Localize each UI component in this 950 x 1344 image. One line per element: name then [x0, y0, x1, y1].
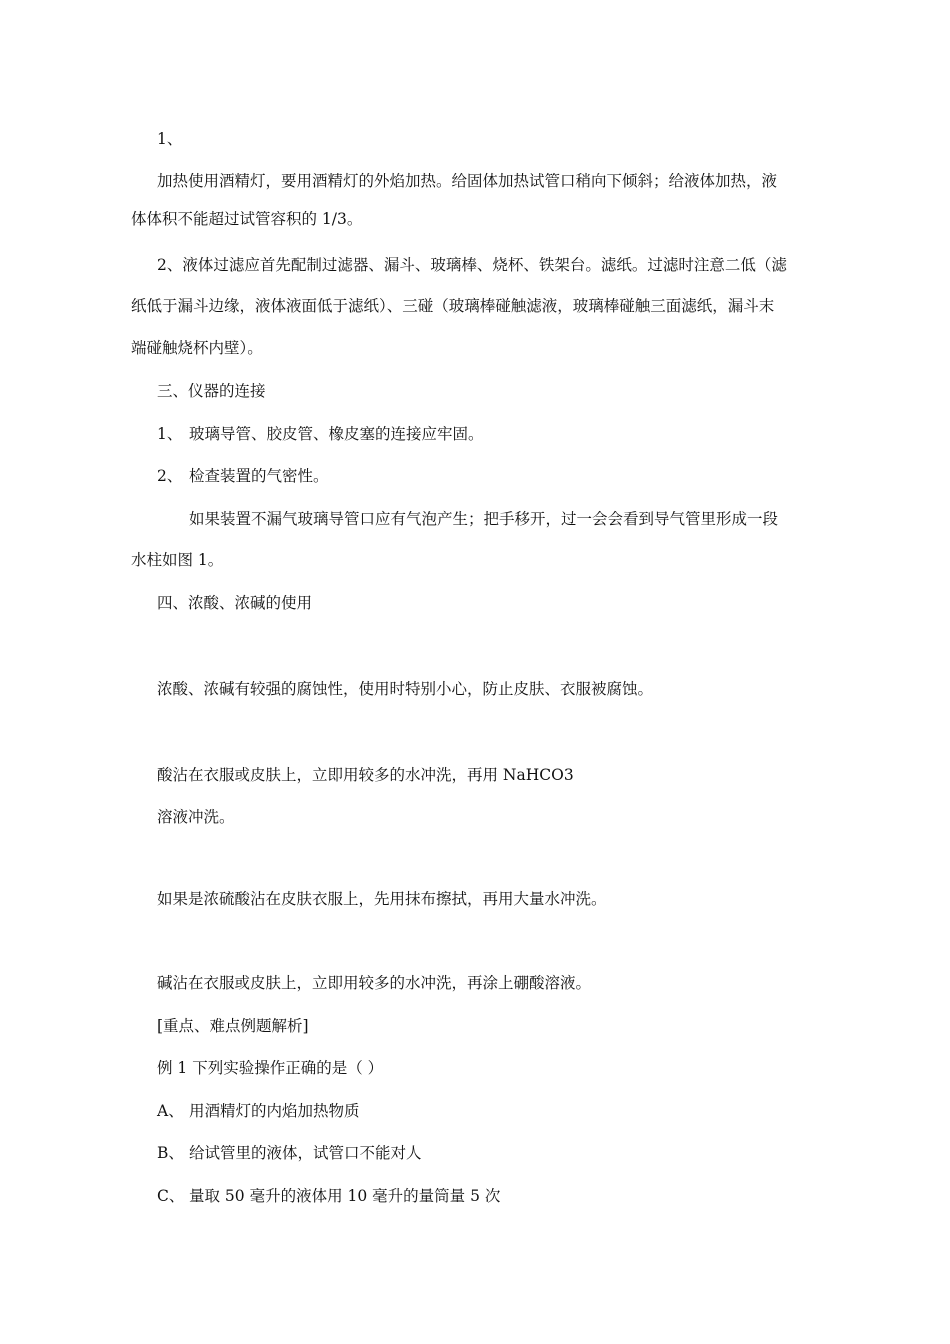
list-item-text: 检查装置的气密性。 [189, 467, 329, 485]
option-marker: A、 [157, 1102, 184, 1120]
section-heading-examples: [重点、难点例题解析] [157, 1017, 309, 1035]
paragraph-acid-spill-line-1: 酸沾在衣服或皮肤上，立即用较多的水冲洗，再用 NaHCO3 [157, 766, 574, 784]
example-1-option-b [157, 1143, 422, 1163]
option-marker: B、 [157, 1144, 184, 1162]
list-item-connection-2 [157, 466, 329, 486]
paragraph-filtering-line-2: 纸低于漏斗边缘，液体液面低于滤纸）、三碰（玻璃棒碰触滤液，玻璃棒碰触三面滤纸，漏斗末 [131, 297, 775, 315]
example-1-option-c [157, 1186, 500, 1206]
option-text: 用酒精灯的内焰加热物质 [189, 1102, 360, 1120]
paragraph-heating-line-2: 体体积不能超过试管容积的 1/3。 [131, 210, 363, 228]
list-marker: 1、 [157, 425, 183, 443]
paragraph-corrosive-warning: 浓酸、浓碱有较强的腐蚀性，使用时特别小心，防止皮肤、衣服被腐蚀。 [157, 680, 654, 698]
paragraph-filtering-line-1: 2、液体过滤应首先配制过滤器、漏斗、玻璃棒、烧杯、铁架台。滤纸。过滤时注意二低（滤 [157, 256, 787, 274]
paragraph-heating-line-1: 加热使用酒精灯，要用酒精灯的外焰加热。给固体加热试管口稍向下倾斜；给液体加热，液 [157, 172, 778, 190]
paragraph-base-spill: 碱沾在衣服或皮肤上，立即用较多的水冲洗，再涂上硼酸溶液。 [157, 974, 592, 992]
example-1-question: 例 1 下列实验操作正确的是（ ） [157, 1059, 384, 1077]
list-item-connection-1 [157, 424, 484, 444]
option-text: 量取 50 毫升的液体用 10 毫升的量筒量 5 次 [189, 1187, 501, 1205]
paragraph-airtightness-line-2: 水柱如图 1。 [131, 551, 224, 569]
option-marker: C、 [157, 1187, 185, 1205]
paragraph-airtightness-line-1: 如果装置不漏气玻璃导管口应有气泡产生；把手移开，过一会会看到导气管里形成一段 [189, 510, 779, 528]
list-number-1: 1、 [157, 130, 183, 148]
paragraph-acid-spill-line-2: 溶液冲洗。 [157, 808, 235, 826]
section-heading-connection: 三、仪器的连接 [157, 382, 266, 400]
option-text: 给试管里的液体，试管口不能对人 [189, 1144, 422, 1162]
paragraph-filtering-line-3: 端碰触烧杯内壁）。 [131, 339, 263, 357]
section-heading-acids-bases: 四、浓酸、浓碱的使用 [157, 594, 313, 612]
list-marker: 2、 [157, 467, 183, 485]
example-1-option-a [157, 1101, 360, 1121]
paragraph-sulfuric-acid: 如果是浓硫酸沾在皮肤衣服上，先用抹布擦拭，再用大量水冲洗。 [157, 890, 607, 908]
list-item-text: 玻璃导管、胶皮管、橡皮塞的连接应牢固。 [189, 425, 484, 443]
